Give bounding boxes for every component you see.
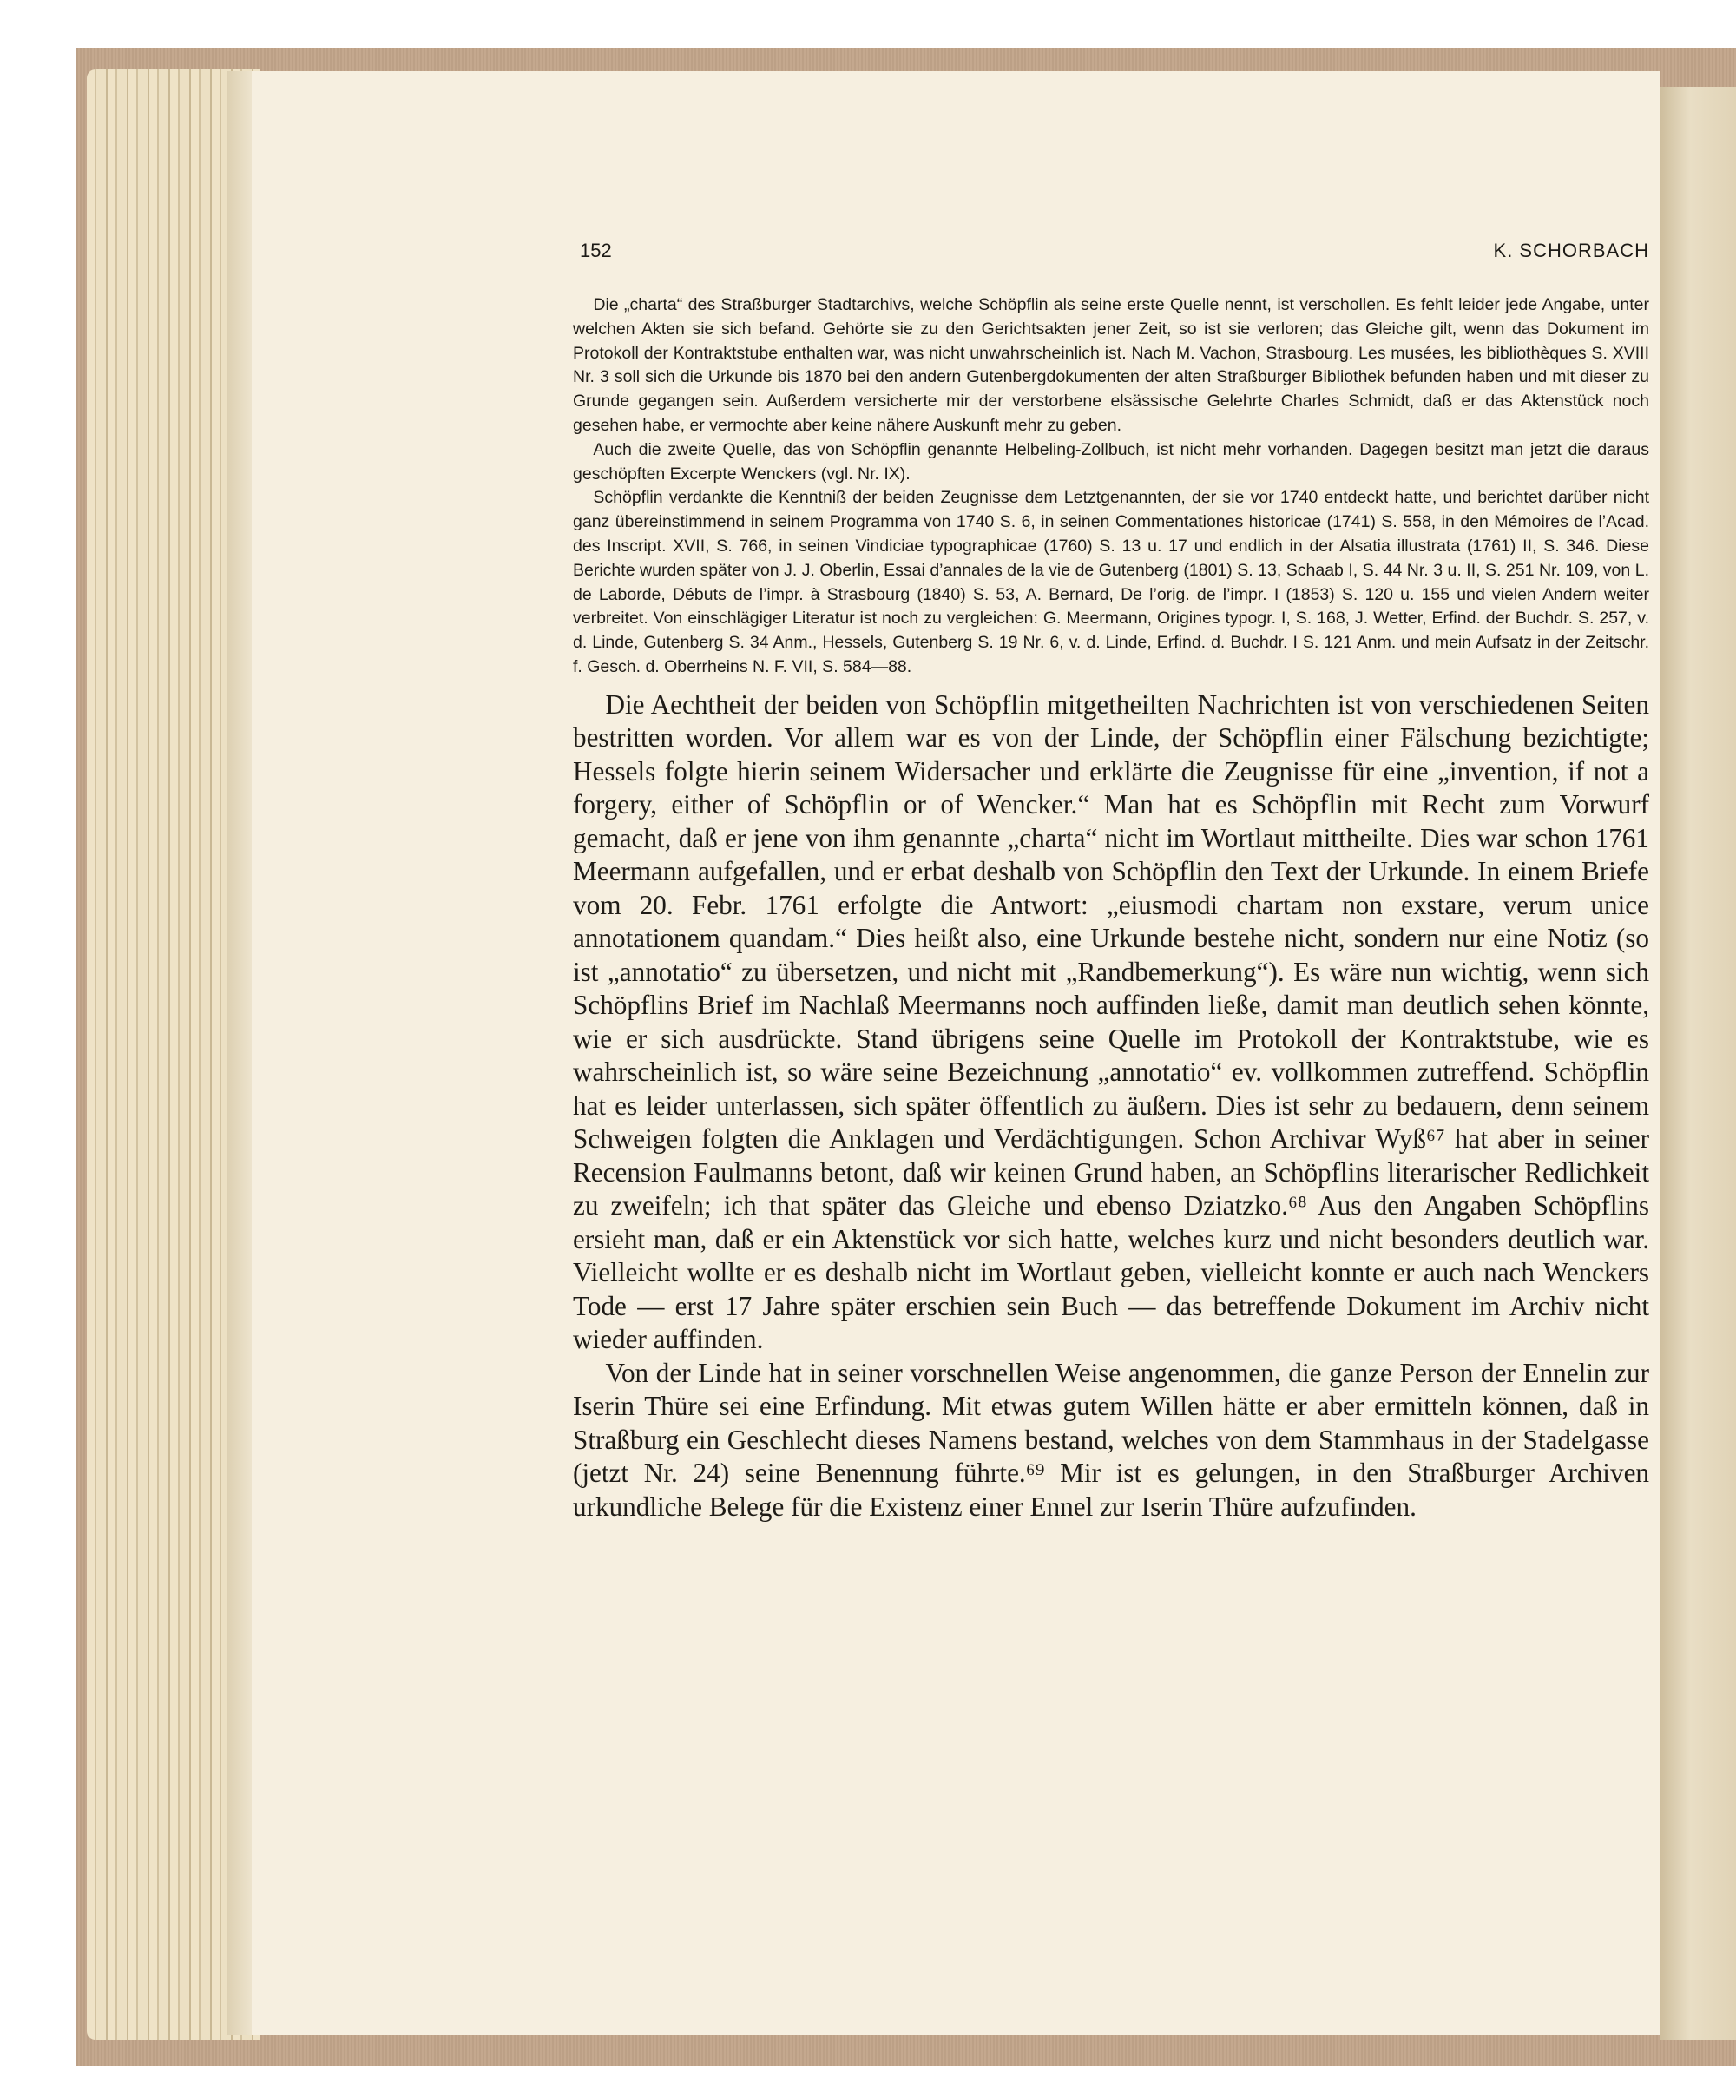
footnote-paragraph: Die „charta“ des Straßburger Stadtarchivs, welche Schöpflin als seine erste Quelle nennt, ist verschollen. Es fehlt leider jede Angabe, unter welchen Akten sie sich befand. Gehörte sie zu den Gerichtsakten jener Zeit, so ist sie verloren; das Gleiche gilt, wenn das Dokument im Protokoll der Kontraktstube enthalten war, was nicht unwahrscheinlich ist. Nach M. Vachon, Strasbourg. Les musées, les bibliothèques S. XVIII Nr. 3 soll sich die Urkunde bis 1870 bei den andern Gutenbergdokumenten der alten Straßburger Bibliothek befunden haben und mit dieser zu Grunde gegangen sein. Außerdem versicherte mir der verstorbene elsässische Gelehrte Charles Schmidt, daß er das Aktenstück noch gesehen habe, er vermochte aber keine nähere Auskunft mehr zu geben.	[573, 295, 1649, 435]
facing-page-edge	[1660, 87, 1736, 2040]
footnote-paragraph: Schöpflin verdankte die Kenntniß der beiden Zeugnisse dem Letztgenannten, der sie vor 1740 entdeckt hatte, und berichtet darüber nicht ganz übereinstimmend in seinem Programma von 1740 S. 6, in seinen Commentationes historicae (1741) S. 558, in den Mémoires de l’Acad. des Inscript. XVII, S. 766, in seinen Vindiciae typographicae (1760) S. 13 u. 17 und endlich in der Alsatia illustrata (1761) II, S. 346. Diese Berichte wurden später von J. J. Oberlin, Essai d’annales de la vie de Gutenberg (1801) S. 13, Schaab I, S. 44 Nr. 3 u. II, S. 251 Nr. 109, von L. de Laborde, Débuts de l’impr. à Strasbourg (1840) S. 53, A. Bernard, De l’orig. de l’impr. I (1853) S. 120 u. 155 und vielen Andern weiter verbreitet. Von einschlägiger Literatur ist noch zu vergleichen: G. Meermann, Origines typogr. I, S. 168, J. Wetter, Erfind. der Buchdr. S. 257, v. d. Linde, Gutenberg S. 34 Anm., Hessels, Gutenberg S. 19 Nr. 6, v. d. Linde, Erfind. d. Buchdr. I S. 121 Anm. und mein Aufsatz in der Zeitschr. f. Gesch. d. Oberrheins N. F. VII, S. 584—88.	[573, 488, 1649, 676]
running-head: K. SCHORBACH	[1493, 240, 1649, 261]
page-header	[580, 233, 1649, 267]
page-body	[573, 293, 1649, 1524]
body-paragraph: Die Aechtheit der beiden von Schöpflin mitgetheilten Nachrichten ist von verschiedenen Seiten bestritten worden. Vor allem war es von der Linde, der Schöpflin einer Fälschung bezichtigte; Hessels folgte hierin seinem Widersacher und erklärte die Zeugnisse für eine „invention, if not a forgery, either of Schöpflin or of Wencker.“ Man hat es Schöpflin mit Recht zum Vorwurf gemacht, daß er jene von ihm genannte „charta“ nicht im Wortlaut mittheilte. Dies war schon 1761 Meermann aufgefallen, und er erbat deshalb von Schöpflin den Text der Urkunde. In einem Briefe vom 20. Febr. 1761 erfolgte die Antwort: „eiusmodi chartam non exstare, verum unice annotationem quandam.“ Dies heißt also, eine Urkunde bestehe nicht, sondern nur eine Notiz (so ist „annotatio“ zu übersetzen, und nicht mit „Randbemerkung“). Es wäre nun wichtig, wenn sich Schöpflins Brief im Nachlaß Meermanns noch auffinden ließe, damit man deutlich sehen könnte, wie er sich ausdrückte. Stand übrigens seine Quelle im Protokoll der Kontraktstube, wie es wahrscheinlich ist, so wäre seine Bezeichnung „annotatio“ ev. vollkommen zutreffend. Schöpflin hat es leider unterlassen, sich später öffentlich zu äußern. Dies ist sehr zu bedauern, denn seinem Schweigen folgten die Anklagen und Verdächtigungen. Schon Archivar Wyß⁶⁷ hat aber in seiner Recension Faulmanns betont, daß wir keinen Grund haben, an Schöpflins literarischer Redlichkeit zu zweifeln; ich that später das Gleiche und ebenso Dziatzko.⁶⁸ Aus den Angaben Schöpflins ersieht man, daß er ein Aktenstück vor sich hatte, welches kurz und nicht besonders deutlich war. Vielleicht wollte er es deshalb nicht im Wortlaut geben, vielleicht konnte er auch nach Wenckers Tode — erst 17 Jahre später erschien sein Buch — das betreffende Dokument im Archiv nicht wieder auffinden.	[573, 688, 1649, 1355]
page-number: 152	[580, 240, 612, 261]
body-paragraph: Von der Linde hat in seiner vorschnellen Weise angenommen, die ganze Person der Ennelin zur Iserin Thüre sei eine Erfindung. Mit etwas gutem Willen hätte er aber ermitteln können, daß in Straßburg ein Geschlecht dieses Namens bestand, welches von dem Stammhaus in der Stadelgasse (jetzt Nr. 24) seine Benennung führte.⁶⁹ Mir ist es gelungen, in den Straßburger Archiven urkundliche Belege für die Existenz einer Ennel zur Iserin Thüre aufzufinden.	[573, 1357, 1649, 1522]
footnote-paragraph: Auch die zweite Quelle, das von Schöpflin genannte Helbeling-Zollbuch, ist nicht mehr vorhanden. Dagegen besitzt man jetzt die daraus geschöpften Excerpte Wenckers (vgl. Nr. IX).	[573, 439, 1649, 484]
